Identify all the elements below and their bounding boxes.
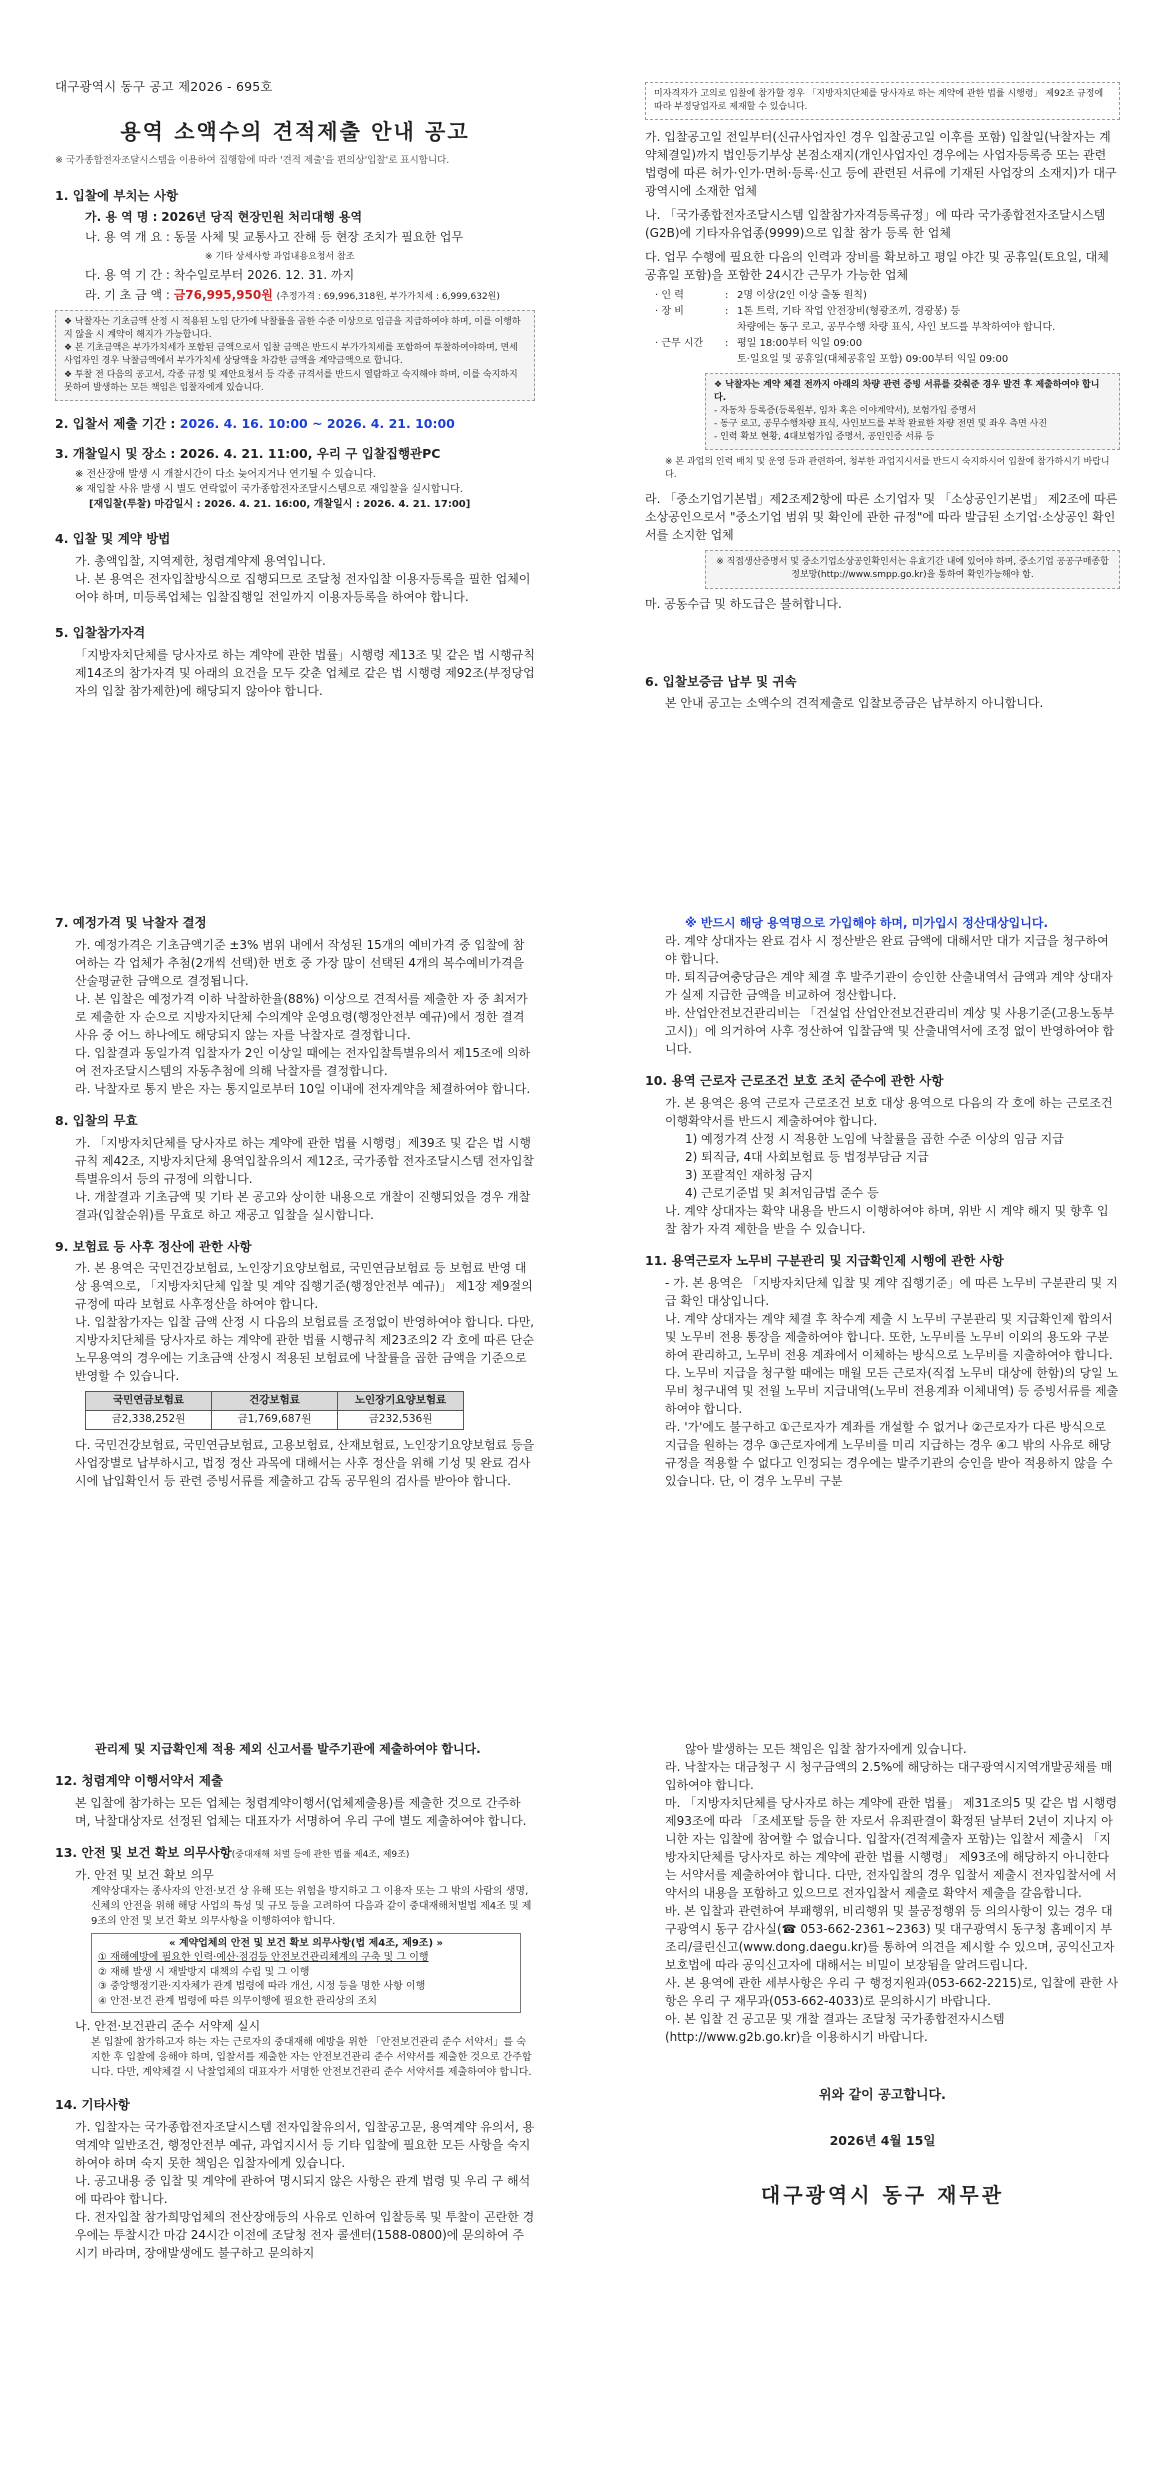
s10-ma: 마. 퇴직금여충당금은 계약 체결 후 발주기관이 승인한 산출내역서 금액과 계약 상대자가 실제 지급한 금액을 비교하여 정산합니다. xyxy=(665,970,1113,1002)
s11-d: 라. '가'에도 불구하고 ①근로자가 계좌를 개설할 수 없거나 ②근로자가 다른 방식으로 지급을 원하는 경우 ③근로자에게 노무비를 미리 지급하는 경우 ④그 밖의 사유로 해당 규정을 적용할 수 없다고 인정되는 경우에는 발주기관의 승인을 받아 적용하지 않을 수 있습니다. 단, 이 경우 노무비 구분 xyxy=(665,1419,1113,1488)
s10-b: 나. 계약 상대자는 확약 내용을 반드시 이행하여야 하며, 위반 시 계약 해지 및 향후 입찰 참가 자격 제한을 받을 수 있습니다. xyxy=(665,1203,1109,1236)
r1-row-label: · 근무 시간 xyxy=(655,338,704,350)
section-3-heading: 3. 개찰일시 및 장소 : 2026. 4. 21. 11:00, 우리 구 입찰집행관PC xyxy=(55,446,441,462)
s1-base-note: (추정가격 : 69,996,318원, 부가가치세 : 6,999,632원) xyxy=(276,292,500,303)
insurance-value: 금232,536원 xyxy=(338,1411,464,1430)
s13-duty-item: ① 재해예방에 필요한 인력·예산·점검등 안전보건관리체계의 구축 및 그 이행 xyxy=(98,1952,429,1963)
s1-overview-note: ※ 기타 상세사항 과업내용요청서 참조 xyxy=(205,252,355,263)
page1-left-column xyxy=(55,0,535,826)
s11-a: - 가. 본 용역은 「지방자치단체 입찰 및 계약 집행기준」에 따른 노무비 구분관리 및 지급 확인 대상입니다. xyxy=(665,1275,1118,1308)
s1-name-key: 가. 용 역 명 : xyxy=(85,210,158,225)
r1-vehicle-box xyxy=(705,373,1120,450)
r1-a: 가. 입찰공고일 전일부터(신규사업자인 경우 입찰공고일 이후를 포함) 입찰일(낙찰자는 계약체결일)까지 법인등기부상 본점소재지(개인사업자인 경우에는 사업자등록증 또는 관련 법령에 따른 허가·인가·면허·등록·신고 등에 관련된 서류에 기재된 사업장의 소재지)가 대구광역시에 소재한 업체 xyxy=(645,130,1117,199)
r1-row-label: · 장 비 xyxy=(655,306,684,318)
insurance-header: 건강보험료 xyxy=(212,1392,338,1411)
s1-period-key: 다. 용 역 기 간 : xyxy=(85,268,170,283)
s1-period-val: 착수일로부터 2026. 12. 31. 까지 xyxy=(173,268,355,283)
s10-note: ※ 반드시 해당 용역명으로 가입해야 하며, 미가입시 정산대상입니다. xyxy=(685,916,1049,930)
s11-continuation: 관리제 및 지급확인제 적용 제외 신고서를 발주기관에 제출하여야 합니다. xyxy=(95,1742,481,1756)
s10-list-item: 1) 예정가격 산정 시 적용한 노임에 낙찰률을 곱한 수준 이상의 임금 지급 xyxy=(685,1131,1064,1146)
s1-name-val: 2026년 당직 현장민원 처리대행 용역 xyxy=(161,210,363,225)
r1-c: 다. 업무 수행에 필요한 다음의 인력과 장비를 확보하고 평일 야간 및 공휴일(토요일, 대체공휴일 포함)을 포함한 24시간 근무가 가능한 업체 xyxy=(645,250,1109,283)
page-1 xyxy=(0,0,1168,826)
s8-a: 가. 「지방자치단체를 당사자로 하는 계약에 관한 법률 시행령」제39조 및 같은 법 시행규칙 제42조, 지방자치단체 용역입찰유의서 제12조, 국가종합 전자조달시스템 전자입찰 특별유의서 등의 규정에 의합니다. xyxy=(75,1135,535,1186)
r1-row-value: 1톤 트럭, 기타 작업 안전장비(형광조끼, 경광봉) 등 xyxy=(737,306,961,318)
s7-d: 라. 낙찰자로 통지 받은 자는 통지일로부터 10일 이내에 전자계약을 체결하여야 합니다. xyxy=(75,1081,531,1096)
s1-box-line: ❖ 본 기초금액은 부가가치세가 포함된 금액으로서 입찰 금액은 반드시 부가가치세를 포함하여 투찰하여야하며, 면세사업자인 경우 낙찰금액에서 부가가치세 상당액을 차감한 금액을 계약금액으로 합니다. xyxy=(64,343,518,367)
page2-left-column xyxy=(55,826,535,1652)
r1-vehicle-box-head: ❖ 낙찰자는 계약 체결 전까지 아래의 차량 관련 증빙 서류를 갖춰준 경우 발견 후 제출하여야 합니다. xyxy=(714,380,1100,404)
s1-overview-val: 동물 사체 및 교통사고 잔해 등 현장 조치가 필요한 업무 xyxy=(173,230,464,245)
insurance-value: 금1,769,687원 xyxy=(212,1411,338,1430)
page-3 xyxy=(0,1652,1168,2478)
s14-ba: 바. 본 입찰과 관련하여 부패행위, 비리행위 및 불공정행위 등 의의사항이 있는 경우 대구광역시 동구 감사실(☎ 053-662-2361~2363) 및 대구광역시 동구청 홈페이지 부조리/클린신고(www.dong.daegu.kr)를 통하여 의견을 제시할 수 있으며, 공익신고자보호법에 따라 공익신고자에 대해서는 비밀이 보장됨을 알려드립니다. xyxy=(665,1904,1115,1972)
s13-b-text: 본 입찰에 참가하고자 하는 자는 근로자의 중대재해 예방을 위한 「안전보건관리 준수 서약서」를 숙지한 후 입찰에 응해야 하며, 입찰서를 제출한 자는 안전보건관리 준수 서약서를 제출한 것으로 간주합니다. 다만, 계약체결 시 낙찰업체의 대표자가 서명한 안전보건관리 준수 서약서를 제출하여야 합니다. xyxy=(91,2037,532,2078)
s11-b: 나. 계약 상대자는 계약 체결 후 착수계 제출 시 노무비 구분관리 및 지급확인제 합의서 및 노무비 전용 통장을 제출하여야 합니다. 또한, 노무비를 노무비 이외의 용도와 구분하여 관리하고, 노무비 전용 계좌에서 이체하는 방식으로 노무비를 지출하여야 합니다. xyxy=(665,1311,1113,1362)
s14-c: 다. 전자입찰 참가희망업체의 전산장애등의 사유로 인하여 입찰등록 및 투찰이 곤란한 경우에는 투찰시간 마감 24시간 이전에 조달청 전자 콜센터(1588-0800)에 문의하여 주시기 바라며, 장애발생에도 불구하고 문의하지 xyxy=(75,2209,535,2260)
page2-right-column xyxy=(645,826,1120,1652)
s13-duty-item: ④ 안전·보건 관계 법령에 따른 의무이행에 필요한 관리상의 조치 xyxy=(98,1995,378,2007)
s9-b: 나. 입찰참가자는 입찰 금액 산정 시 다음의 보험료를 조정없이 반영하여야 합니다. 다만, 지방자치단체를 당사자로 하는 계약에 관한 법률 시행규칙 제23조의2 각 호에 따른 단순노무용역의 경우에는 기초금액 산정시 적용된 보험료에 낙찰률을 곱한 금액을 기준으로 반영할 수 있습니다. xyxy=(75,1315,535,1384)
r1-d: 라. 「중소기업기본법」제2조제2항에 따른 소기업자 및 「소상공인기본법」 제2조에 따른 소상공인으로서 "중소기업 범위 및 확인에 관한 규정"에 따라 발급된 소기업·소상공인 확인서를 소지한 업체 xyxy=(645,492,1118,543)
s1-box-line: ❖ 낙찰자는 기초금액 산정 시 적용된 노임 단가에 낙찰률을 곱한 수준 이상으로 임금을 지급하여야 하며, 이를 이행하지 않을 시 계약이 해지가 가능합니다. xyxy=(64,317,521,341)
s14-c-continuation: 않아 발생하는 모든 책임은 입찰 참가자에게 있습니다. xyxy=(685,1742,967,1756)
s3-line: ※ 재입찰 사유 발생 시 별도 연락없이 국가종합전자조달시스템으로 재입찰을 실시합니다. xyxy=(75,484,463,496)
r1-b: 나. 「국가종합전자조달시스템 입찰참가자격등록규정」에 따라 국가종합전자조달시스템(G2B)에 기타자유업종(9999)으로 입찰 참가 등록 한 업체 xyxy=(645,208,1106,241)
s9-c: 다. 국민건강보험료, 국민연금보험료, 고용보험료, 산재보험료, 노인장기요양보험료 등을 사업장별로 납부하시고, 법정 정산 과목에 대해서는 사후 정산을 위해 기성 및 완료 검사 시에 납입확인서 등 관련 증빙서류를 제출하고 감독 공무원의 검사를 받아야 합니다. xyxy=(75,1437,535,1488)
s10-list-item: 3) 포괄적인 재하청 금지 xyxy=(685,1167,814,1182)
page-title: 용역 소액수의 견적제출 안내 공고 xyxy=(120,119,470,144)
s2-period: 2026. 4. 16. 10:00 ~ 2026. 4. 21. 10:00 xyxy=(179,415,455,431)
s14-b: 나. 공고내용 중 입찰 및 계약에 관하여 명시되지 않은 사항은 관계 법령 및 우리 구 해석에 따라야 합니다. xyxy=(75,2173,531,2206)
insurance-table-header-row xyxy=(86,1392,464,1411)
insurance-value: 금2,338,252원 xyxy=(86,1411,212,1430)
doc-number: 대구광역시 동구 공고 제2026 - 695호 xyxy=(55,79,273,94)
page1-right-column: 미자격자가 고의로 입찰에 참가할 경우 「지방자치단체를 당사자로 하는 계약에 관한 법률 시행령」 제92조 규정에 따라 부정당업자로 제재할 수 있습니다. 가. 입찰공고일 전일부터(신규사업자인 경우 입찰공고일 이후를 포함) 입찰일(낙찰자는 계약체결일)까지 법인등기부상 본점소재지(개인사업자인 경우에는 사업자등록증 또는 관련 법령에 따른 허가·인가·면허·등록·신고 등에 관련된 서류에 기재된 사업장의 소재지)가 대구광역시에 소재한 업체 나. 「국가종합전자조달시스템 입찰참가자격등록규정」에 따라 국가종합전자조달시스템(G2B)에 기타자유업종(9999)으로 입찰 참가 등록 한 업체 다. 업무 수행에 필요한 다음의 인력과 장비를 확보하고 평일 야간 및 공휴일(토요일, 대체공휴일 포함)을 포함한 24시간 근무가 가능한 업체 · 인 력 : 2명 이상(2인 이상 출동 원칙) · 장 비 : 1톤 트럭, 기타 작업 안전장비(형광조끼, 경광봉) 등 차량에는 동구 로고, 공무수행 차량 표식, 사인 보드를 부착하여야 합니다. · 근무 시간 : 평일 18:00부터 익일 09:00 토·일요일 및 공휴일(대체공휴일 포함) 09:00부터 익일 09:00 ❖ 낙찰자는 계약 체결 전까지 아래의 차량 관련 증빙 서류를 갖춰준 경우 발견 후 제출하여야 합니다. - 자동차 등록증(등록원부, 임차 혹은 이야계약서), 보험가입 증명서 - 동구 로고, 공무수행차량 표식, 사인보드를 부착 완료한 차량 전면 및 좌우 측면 사진 - 인력 확보 현황, 4대보험가입 증명서, 공인인증 서류 등 ※ 본 과업의 인력 배치 및 운영 등과 관련하여, 청부한 과업지시서를 반드시 숙지하시어 입찰에 참가하시기 바랍니다. 라. 「중소기업기본법」제2조제2항에 따른 소기업자 및 「소상공인기본법」 제2조에 따른 소상공인으로서 "중소기업 범위 및 확인에 관한 규정"에 따라 발급된 소기업·소상공인 확인서를 소지한 업체 ※ 직접생산증명서 및 중소기업소상공인확인서는 유효기간 내에 있어야 하며, 중소기업 공공구매종합정보망(http://www.smpp.go.kr)을 통하여 확인가능해야 함. 마. 공동수급 및 하도급은 불허합니다. 6. 입찰보증금 납부 및 귀속 본 안내 공고는 소액수의 견적제출로 입찰보증금은 납부하지 아니합니다. xyxy=(645,0,1120,826)
s8-b: 나. 개찰결과 기초금액 및 기타 본 공고와 상이한 내용으로 개찰이 진행되었을 경우 개찰결과(입찰순위)를 무효로 하고 재공고 입찰을 실시합니다. xyxy=(75,1189,531,1222)
s10-list-item: 2) 퇴직금, 4대 사회보험료 등 법정부담금 지급 xyxy=(685,1149,929,1164)
s10-a: 가. 본 용역은 용역 근로자 근로조건 보호 대상 용역으로 다음의 각 호에 하는 근로조건 이행확약서를 반드시 제출하여야 합니다. xyxy=(665,1095,1113,1128)
r1-row-value: 차량에는 동구 로고, 공무수행 차량 표식, 사인 보드를 부착하여야 합니다. xyxy=(737,322,1056,334)
title-note: ※ 국가종합전자조달시스템을 이용하여 집행함에 따라 '견적 제출'을 편의상'입찰'로 표시합니다. xyxy=(55,155,450,167)
issuing-organization: 대구광역시 동구 재무관 xyxy=(760,2183,1005,2208)
s13-duty-item: ② 재해 발생 시 재발방지 대책의 수립 및 그 이행 xyxy=(98,1966,310,1978)
section-9-heading: 9. 보험료 등 사후 정산에 관한 사항 xyxy=(55,1238,252,1254)
insurance-header: 노인장기요양보험료 xyxy=(338,1392,464,1411)
insurance-table-value-row xyxy=(86,1411,464,1430)
s1-base-key: 라. 기 초 금 액 : xyxy=(85,288,170,303)
s1-notice-box xyxy=(55,310,535,400)
s1-overview-key: 나. 용 역 개 요 : xyxy=(85,230,170,245)
r1-row-label: · 인 력 xyxy=(655,290,684,302)
section-11-heading: 11. 용역근로자 노무비 구분관리 및 지급확인제 시행에 관한 사항 xyxy=(645,1252,1004,1268)
s14-ma: 마. 「지방자치단체를 당사자로 하는 계약에 관한 법률」 제31조의5 및 같은 법 시행령 제93조에 따라 「조세포탈 등을 한 자로서 유죄판결이 확정된 날부터 2년이 지나지 아니한 자는 입찰에 참여할 수 없습니다. 입찰자(견적제출자 포함)는 입찰서 제출시 「지방자치단체를 당사자로 하는 계약에 관한 법률 시행령」 제93조에 해당하지 아니한다는 서약서를 제출하여야 합니다. 다만, 전자입찰의 경우 입찰서 제출시 전자입찰서에 서약서의 내용을 포함하고 있으므로 전자입찰서 제출로 확약서 제출을 갈음합니다. xyxy=(665,1796,1118,1900)
section-1-heading: 1. 입찰에 부치는 사항 xyxy=(55,187,179,203)
r1-row-value: 평일 18:00부터 익일 09:00 xyxy=(737,338,863,350)
insurance-header: 국민연금보험료 xyxy=(86,1392,212,1411)
section-6-heading: 6. 입찰보증금 납부 및 귀속 xyxy=(645,673,797,689)
page3-right-column xyxy=(645,1652,1120,2478)
s4-a: 가. 총액입찰, 지역제한, 청렴계약제 용역입니다. xyxy=(75,553,326,568)
s14-sa: 사. 본 용역에 관한 세부사항은 우리 구 행정지원과(053-662-2215)로, 입찰에 관한 사항은 우리 구 재무과(053-662-4033)로 문의하시기 바랍니다. xyxy=(665,1976,1119,2008)
s13-duty-item: ③ 중앙행정기관·지자체가 관계 법령에 따라 개선, 시정 등을 명한 사항 이행 xyxy=(98,1981,426,1992)
s5-text: 「지방자치단체를 당사자로 하는 계약에 관한 법률」시행령 제13조 및 같은 법 시행규칙 제14조의 참가자격 및 아래의 요건을 모두 갖춘 업체로 같은 법 시행령 제92조(부정당업자의 입찰 참가제한)에 해당되지 않아야 합니다. xyxy=(75,647,535,698)
s7-c: 다. 입찰결과 동일가격 입찰자가 2인 이상일 때에는 전자입찰특별유의서 제15조에 의하여 전자조달시스템의 자동추첨에 의해 낙찰자를 결정합니다. xyxy=(75,1045,531,1078)
section-2-heading xyxy=(55,415,535,434)
page-2 xyxy=(0,826,1168,1652)
s7-a: 가. 예정가격은 기초금액기준 ±3% 범위 내에서 작성된 15개의 예비가격 중 입찰에 참여하는 각 업체가 추첨(2개씩 선택)한 번호 중 가장 많이 선택된 4개의 복수예비가격을 산술평균한 금액으로 결정됩니다. xyxy=(75,937,525,988)
section-13-heading xyxy=(55,1844,535,1863)
s9-a: 가. 본 용역은 국민건강보험료, 노인장기요양보험료, 국민연금보험료 등 보험료 반영 대상 용역으로, 「지방자치단체 입찰 및 계약 집행기준(행정안전부 예규)」 제1장 제9절의 규정에 따라 보험료 사후정산을 하여야 합니다. xyxy=(75,1261,533,1312)
s13-duty-box xyxy=(91,1933,521,2014)
s6-text: 본 안내 공고는 소액수의 견적제출로 입찰보증금은 납부하지 아니합니다. xyxy=(665,696,1044,711)
r1-vehicle-line: - 자동차 등록증(등록원부, 임차 혹은 이야계약서), 보험가입 증명서 xyxy=(714,406,977,417)
s13-duty-box-head: « 계약업체의 안전 및 보건 확보 의무사항(법 제4조, 제9조) » xyxy=(169,1937,443,1949)
section-8-heading: 8. 입찰의 무효 xyxy=(55,1112,138,1128)
s10-la: 라. 계약 상대자는 완료 검사 시 정산받은 완료 금액에 대해서만 대가 지급을 청구하여야 합니다. xyxy=(665,934,1109,966)
s13-heading-note: (중대재해 처벌 등에 관한 법률 제4조, 제9조) xyxy=(231,1849,410,1860)
s2-label: 2. 입찰서 제출 기간 : xyxy=(55,415,176,431)
section-12-heading: 12. 청렴계약 이행서약서 제출 xyxy=(55,1773,224,1788)
s4-b: 나. 본 용역은 전자입찰방식으로 집행되므로 조달청 전자입찰 이용자등록을 필한 업체이어야 하며, 미등록업체는 입찰집행일 전일까지 이용자등록을 하여야 합니다. xyxy=(75,571,531,604)
s13-a: 가. 안전 및 보건 확보 의무 xyxy=(75,1867,214,1882)
r1-warning-box: 미자격자가 고의로 입찰에 참가할 경우 「지방자치단체를 당사자로 하는 계약에 관한 법률 시행령」 제92조 규정에 따라 부정당업자로 제재할 수 있습니다. xyxy=(645,82,1120,120)
s3-rebid: [재입찰(투찰) 마감일시 : 2026. 4. 21. 16:00, 개찰일시 : 2026. 4. 21. 17:00] xyxy=(89,499,471,511)
s12-text: 본 입찰에 참가하는 모든 업체는 청렴계약이행서(업체제출용)를 제출한 것으로 간주하며, 낙찰대상자로 선정된 업체는 대표자가 서명하여 우리 구에 별도 제출하여야 합니다. xyxy=(75,1795,527,1828)
page3-left-column xyxy=(55,1652,535,2478)
r1-vehicle-line: - 인력 확보 현황, 4대보험가입 증명서, 공인인증 서류 등 xyxy=(714,432,935,443)
s1-base-val: 금76,995,950원 xyxy=(173,288,273,303)
r1-row-value: 2명 이상(2인 이상 출동 원칙) xyxy=(737,290,867,302)
s1-box-line: ❖ 투찰 전 다음의 공고서, 각종 규정 및 제안요청서 등 각종 규격서를 반드시 열람하고 숙지해야 하며, 이를 숙지하지 못하여 발생하는 모든 책임은 입찰자에게 있습니다. xyxy=(64,369,518,393)
s13-heading-text: 13. 안전 및 보건 확보 의무사항 xyxy=(55,1844,232,1860)
s14-a2: 아. 본 입찰 건 공고문 및 개찰 결과는 조달청 국가종합전자시스템(http://www.g2b.go.kr)을 이용하시기 바랍니다. xyxy=(665,2012,1005,2044)
s13-a-text: 계약상대자는 종사자의 안전·보건 상 유해 또는 위험을 방지하고 그 이용자 또는 그 밖의 사람의 생명, 신체의 안전을 위해 해당 사업의 특성 및 규모 등을 고려하여 다음과 같이 중대재해처벌법 제4조 및 제9조의 안전 및 보건 확보 의무사항을 이행하여야 합니다. xyxy=(91,1885,532,1927)
s14-la: 라. 낙찰자는 대금청구 시 청구금액의 2.5%에 해당하는 대구광역시지역개발공채를 매입하여야 합니다. xyxy=(665,1760,1113,1792)
s3-line: ※ 전산장애 발생 시 개찰시간이 다소 늦어지거나 연기될 수 있습니다. xyxy=(75,469,376,481)
s11-c: 다. 노무비 지급을 청구할 때에는 매월 모든 근로자(직접 노무비 대상에 한함)의 당일 노무비 청구내역 및 전월 노무비 지급내역(노무비 전용계좌 이체내역) 등 증빙서류를 제출하여야 합니다. xyxy=(665,1365,1119,1416)
closing-statement: 위와 같이 공고합니다. xyxy=(818,2088,946,2103)
r1-row-value: 토·일요일 및 공휴일(대체공휴일 포함) 09:00부터 익일 09:00 xyxy=(737,354,1009,366)
s10-list-item: 4) 근로기준법 및 최저임금법 준수 등 xyxy=(685,1185,879,1200)
s7-b: 나. 본 입찰은 예정가격 이하 낙찰하한율(88%) 이상으로 견적서를 제출한 자 중 최저가로 제출한 자 순으로 지방자치단체 수의계약 운영요령(행정안전부 예규)에서 정한 결격사유 중 어느 하나에도 해당되지 않는 자를 낙찰자로 결정합니다. xyxy=(75,991,528,1042)
section-4-heading: 4. 입찰 및 계약 방법 xyxy=(55,531,171,547)
s13-b: 나. 안전·보건관리 준수 서약제 실시 xyxy=(75,2019,261,2033)
section-14-heading: 14. 기타사항 xyxy=(55,2097,130,2112)
section-5-heading: 5. 입찰참가자격 xyxy=(55,624,146,640)
s10-ba: 바. 산업안전보건관리비는 「건설업 산업안전보건관리비 계상 및 사용기준(고용노동부 고시)」에 의거하여 사후 정산하여 입찰금액 및 산출내역서에 조정 없이 반영하여야 합니다. xyxy=(665,1006,1115,1056)
r1-e: 마. 공동수급 및 하도급은 불허합니다. xyxy=(645,596,842,611)
r1-c-note: ※ 본 과업의 인력 배치 및 운영 등과 관련하여, 청부한 과업지시서를 반드시 숙지하시어 입찰에 참가하시기 바랍니다. xyxy=(665,457,1110,481)
section-7-heading: 7. 예정가격 및 낙찰자 결정 xyxy=(55,915,207,930)
s14-a: 가. 입찰자는 국가종합전자조달시스템 전자입찰유의서, 입찰공고문, 용역계약 유의서, 용역계약 일반조건, 행정안전부 예규, 과업지시서 등 기타 입찰에 필요한 모든 사항을 숙지하여야 하며 숙지 못한 책임은 입찰자에게 있습니다. xyxy=(75,2119,535,2170)
section-10-heading: 10. 용역 근로자 근로조건 보호 조치 준수에 관한 사항 xyxy=(645,1073,944,1088)
insurance-table xyxy=(85,1391,464,1430)
r1-vehicle-line: - 동구 로고, 공무수행차량 표식, 사인보드를 부착 완료한 차량 전면 및 좌우 측면 사진 xyxy=(714,419,1048,430)
r1-d-box: ※ 직접생산증명서 및 중소기업소상공인확인서는 유효기간 내에 있어야 하며, 중소기업 공공구매종합정보망(http://www.smpp.go.kr)을 통하여 확인가능해야 함. xyxy=(705,550,1120,588)
notice-date: 2026년 4월 15일 xyxy=(829,2132,936,2148)
